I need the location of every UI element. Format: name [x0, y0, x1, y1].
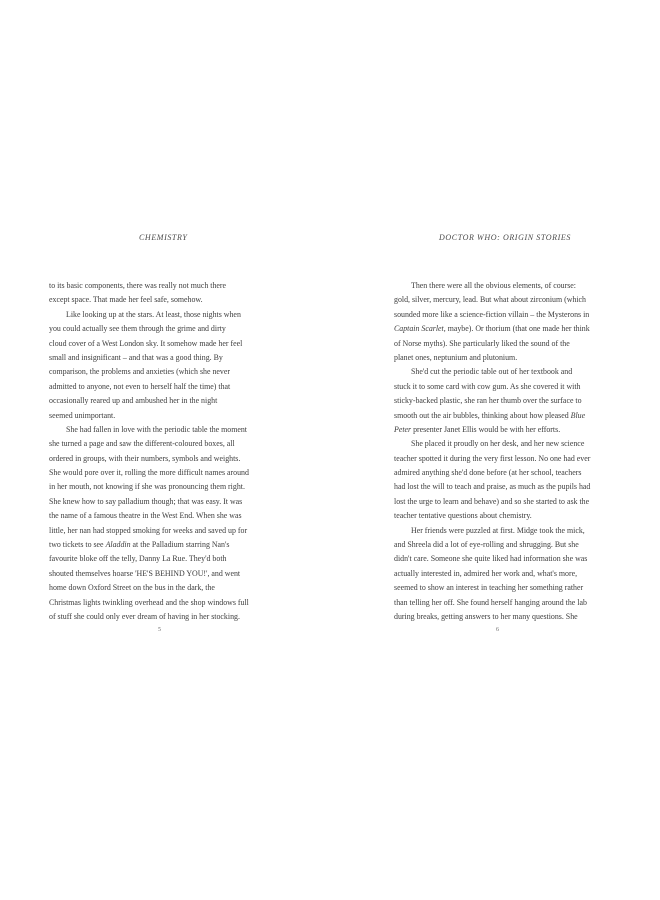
text-line: Her friends were puzzled at first. Midge took the mick,: [411, 525, 585, 535]
text-line: occasionally reared up and ambushed her in the night: [49, 396, 218, 406]
running-head-right: DOCTOR WHO: ORIGIN STORIES: [439, 233, 571, 242]
text-line: Peter presenter Janet Ellis would be with her efforts.: [394, 424, 561, 434]
page-number-left: 5: [158, 627, 161, 633]
text-line: Then there were all the obvious elements, of course:: [411, 281, 576, 290]
text-line: of Norse myths). She particularly liked the sound of the: [394, 338, 570, 348]
text-line: stuck it to some card with cow gum. As she covered it with: [394, 381, 581, 391]
right-page: [330, 0, 660, 900]
text-line: She'd cut the periodic table out of her textbook and: [411, 367, 573, 377]
text-line: gold, silver, mercury, lead. But what about zirconium (which: [394, 295, 587, 305]
text-line: home down Oxford Street on the bus in the dark, the: [49, 583, 215, 593]
text-line: cloud cover of a West London sky. It somehow made her feel: [49, 338, 243, 348]
text-line: than telling her off. She found herself hanging around the lab: [394, 597, 587, 607]
text-line: ordered in groups, with their numbers, symbols and weights.: [49, 453, 241, 463]
text-line: smooth out the air bubbles, thinking about how pleased Blue: [394, 410, 586, 420]
text-line: sticky-backed plastic, she ran her thumb over the surface to: [394, 396, 582, 406]
text-line: She knew how to say palladium though; that was easy. It was: [49, 496, 243, 506]
text-line: admitted to anyone, not even to herself half the time) that: [49, 381, 231, 391]
text-line: except space. That made her feel safe, somehow.: [49, 295, 203, 305]
text-line: planet ones, neptunium and plutonium.: [394, 352, 518, 362]
text-line: little, her nan had stopped smoking for weeks and saved up for: [49, 525, 248, 535]
text-line: lost the urge to learn and behave) and so she started to ask the: [394, 496, 590, 506]
text-line: during breaks, getting answers to her many questions. She: [394, 611, 578, 621]
text-line: small and insignificant – and that was a good thing. By: [49, 352, 223, 362]
page-number-right: 6: [496, 627, 499, 633]
text-line: didn't care. Someone she quite liked had information she was: [394, 554, 588, 564]
running-head-left: CHEMISTRY: [139, 233, 188, 242]
text-line: you could actually see them through the grime and dirty: [49, 324, 226, 334]
text-line: two tickets to see Aladdin at the Palladium starring Nan's: [49, 540, 230, 550]
text-line: the name of a famous theatre in the West End. When she was: [49, 511, 242, 521]
text-line: shouted themselves hoarse 'HE'S BEHIND YOU!', and went: [49, 568, 241, 578]
text-line: sounded more like a science-fiction villain – the Mysterons in: [394, 309, 590, 319]
text-line: She would pore over it, rolling the more difficult names around: [49, 468, 249, 478]
text-line: favourite bloke off the telly, Danny La Rue. They'd both: [49, 554, 227, 564]
text-line: and Shreela did a lot of eye-rolling and shrugging. But she: [394, 540, 579, 550]
text-line: actually interested in, admired her work and, what's more,: [394, 568, 578, 578]
text-line: She placed it proudly on her desk, and her new science: [411, 439, 585, 449]
text-line: seemed unimportant.: [49, 410, 116, 420]
text-line: Christmas lights twinkling overhead and the shop windows full: [49, 597, 249, 607]
text-line: seemed to show an interest in teaching her something rather: [394, 583, 584, 593]
text-line: to its basic components, there was really not much there: [49, 281, 227, 290]
text-line: Like looking up at the stars. At least, those nights when: [66, 309, 241, 319]
text-line: teacher spotted it during the very first lesson. No one had ever: [394, 453, 591, 463]
text-line: she turned a page and saw the different-coloured boxes, all: [49, 439, 235, 449]
text-line: admired anything she'd done before (at her school, teachers: [394, 468, 582, 478]
text-line: of stuff she could only ever dream of having in her stocking.: [49, 611, 240, 621]
text-line: had lost the will to teach and praise, as much as the pupils had: [394, 482, 591, 492]
text-line: in her mouth, not knowing if she was pronouncing them right.: [49, 482, 245, 492]
body-text-right: [394, 279, 626, 624]
text-line: comparison, the problems and anxieties (which she never: [49, 367, 230, 377]
text-line: Captain Scarlet, maybe). Or thorium (that one made her think: [394, 324, 590, 334]
body-text-left: [49, 279, 281, 624]
text-line: She had fallen in love with the periodic table the moment: [66, 424, 247, 434]
text-line: teacher tentative questions about chemistry.: [394, 511, 532, 521]
